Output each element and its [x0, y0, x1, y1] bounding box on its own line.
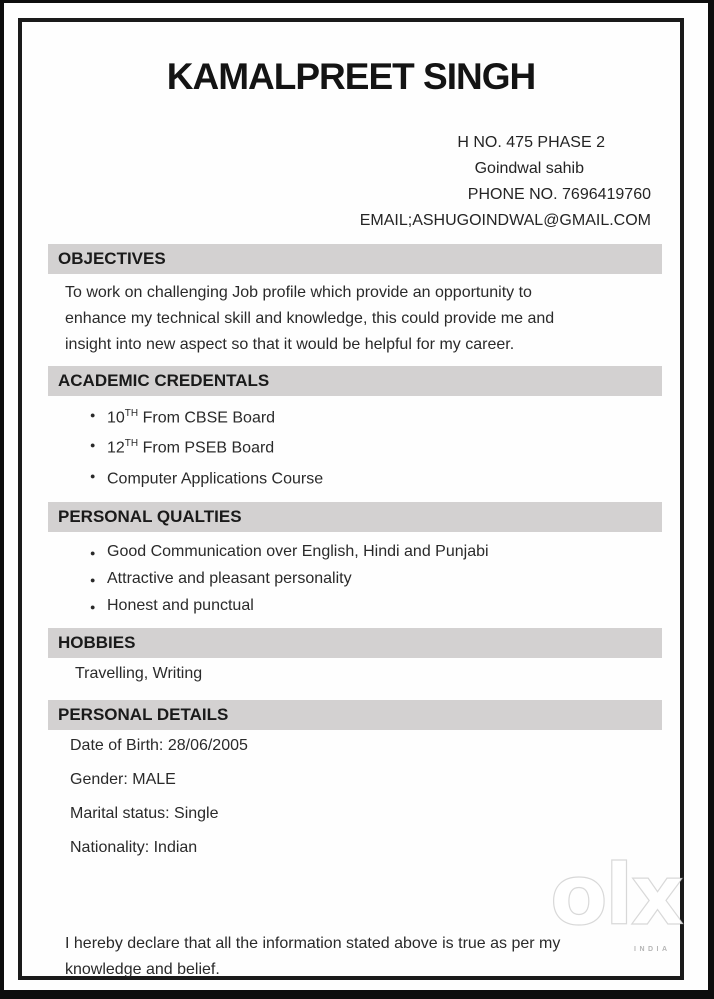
bullet-icon	[90, 431, 107, 461]
paragraph-line: insight into new aspect so that it would be helpful for my career.	[65, 336, 515, 353]
contact-phone-line: PHONE NO. 7696419760	[467, 186, 651, 203]
paper-sheet	[4, 3, 708, 990]
hobbies-text: Travelling, Writing	[75, 664, 203, 682]
bullet-icon	[90, 539, 107, 566]
candidate-name: KAMALPREET SINGH	[166, 56, 536, 97]
detail-dob: Date of Birth: 28/06/2005	[70, 736, 248, 754]
detail-nationality: Nationality: Indian	[70, 838, 198, 856]
bullet-text: Computer Applications Course	[107, 469, 324, 487]
contact-city-line: Goindwal sahib	[474, 160, 584, 177]
declaration-line: I hereby declare that all the information stated above is true as per my	[65, 934, 561, 952]
bullet-item	[90, 593, 680, 620]
detail-gender: Gender: MALE	[70, 770, 176, 788]
bullet-icon	[90, 566, 107, 593]
section-hobbies	[22, 628, 680, 687]
bullet-text: Good Communication over English, Hindi and Punjabi	[107, 542, 489, 560]
bullet-item	[90, 431, 680, 461]
section-header-details: PERSONAL DETAILS	[48, 700, 662, 730]
academic-list	[22, 401, 680, 492]
bullet-item	[90, 539, 680, 566]
page-border-frame	[18, 18, 684, 980]
bullet-item	[90, 401, 680, 431]
bullet-item	[90, 462, 680, 492]
qualities-list	[22, 539, 680, 620]
section-header-academic: ACADEMIC CREDENTALS	[48, 366, 662, 396]
section-personal-details	[22, 700, 680, 861]
contact-address-line: H NO. 475 PHASE 2	[457, 134, 605, 151]
bullet-text: Honest and punctual	[107, 596, 254, 614]
contact-block	[22, 130, 651, 234]
bullet-icon	[90, 401, 107, 431]
paragraph-line: enhance my technical skill and knowledge, this could provide me and	[65, 310, 555, 327]
bullet-text: 12TH From PSEB Board	[107, 438, 275, 457]
olx-watermark-india-label: INDIA	[634, 946, 671, 953]
bullet-text: 10TH From CBSE Board	[107, 408, 276, 427]
section-academic-credentials	[22, 366, 680, 492]
objectives-paragraph	[65, 280, 660, 358]
details-list	[22, 733, 680, 861]
paragraph-line: To work on challenging Job profile which provide an opportunity to	[65, 284, 532, 301]
bullet-text: Attractive and pleasant personality	[107, 569, 352, 587]
contact-email-line: EMAIL;ASHUGOINDWAL@GMAIL.COM	[359, 212, 651, 229]
bullet-icon	[90, 462, 107, 492]
declaration-line: knowledge and belief.	[65, 960, 220, 978]
section-header-hobbies: HOBBIES	[48, 628, 662, 658]
section-header-objectives: OBJECTIVES	[48, 244, 662, 274]
section-personal-qualities	[22, 502, 680, 620]
section-objectives	[22, 244, 680, 358]
olx-watermark-logo: olx	[550, 846, 682, 944]
bullet-icon	[90, 593, 107, 620]
bullet-item	[90, 566, 680, 593]
detail-marital-status: Marital status: Single	[70, 804, 219, 822]
section-header-qualities: PERSONAL QUALTIES	[48, 502, 662, 532]
